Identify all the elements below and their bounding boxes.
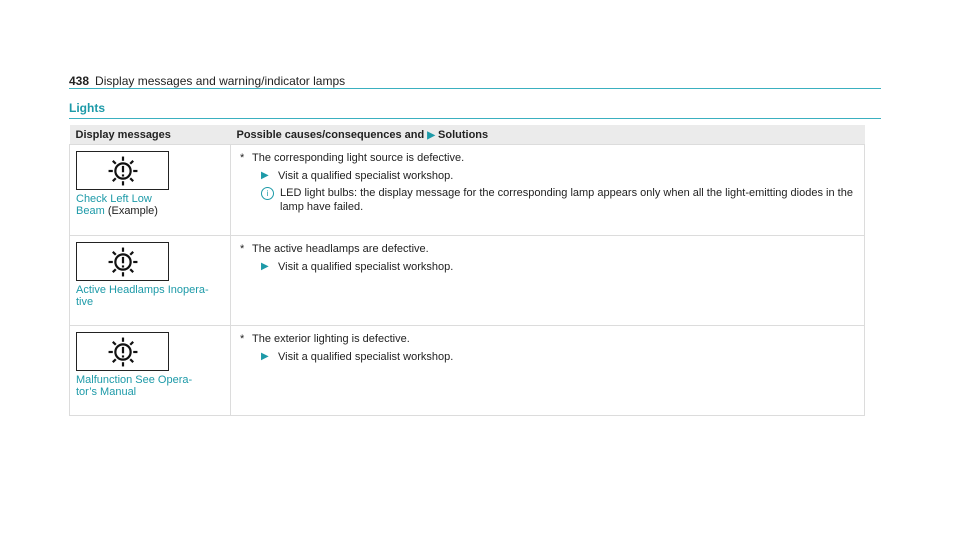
cause-mark: * [240,333,245,345]
play-arrow-icon: ▶ [427,129,435,141]
info-line [261,186,858,214]
message-line2: tor’s Manual [76,386,137,398]
cause-line [240,151,858,165]
cause-text: The corresponding light source is defective. [252,152,465,164]
play-arrow-icon: ▶ [261,351,269,362]
table-header-row [70,125,865,145]
message-line1: Active Headlamps Inopera- [76,284,209,296]
info-icon: i [261,187,274,200]
action-text: Visit a qualified specialist workshop. [278,261,454,273]
message-line1: Check Left Low [76,193,152,205]
cause-line [240,332,858,346]
causes-cell [231,145,865,236]
table-row [70,145,865,236]
section-divider [69,118,881,119]
table-row [70,236,865,326]
table-row [70,326,865,416]
action-text: Visit a qualified specialist workshop. [278,170,454,182]
column-header-causes-label: Possible causes/consequences and [236,128,425,141]
message-line1: Malfunction See Opera- [76,374,193,386]
action-line [261,169,858,183]
cause-text: The active headlamps are defective. [252,243,429,255]
exterior-light-warning-icon [76,151,169,190]
page-header [69,72,881,89]
display-message-text [76,374,224,398]
display-message-text [76,284,224,308]
page-number: 438 [69,74,90,88]
message-line2: Beam [76,205,105,217]
column-header-solutions-label: Solutions [438,128,489,141]
action-line [261,260,858,274]
column-header-causes [231,125,865,145]
message-line2: tive [76,296,94,308]
column-header-display-messages: Display messages [70,125,231,145]
exterior-light-warning-icon [76,242,169,281]
display-message-cell [70,236,231,326]
exterior-light-warning-icon [76,332,169,371]
causes-cell [231,236,865,326]
action-text: Visit a qualified specialist workshop. [278,351,454,363]
message-extra: (Example) [107,205,158,217]
cause-mark: * [240,243,245,255]
display-message-cell [70,145,231,236]
cause-line [240,242,858,256]
display-message-cell [70,326,231,416]
action-line [261,350,858,364]
section-title: Lights [69,101,105,115]
cause-text: The exterior lighting is defective. [252,333,410,345]
display-messages-table [69,125,865,416]
page-header-title: Display messages and warning/indicator lamps [95,74,346,88]
info-text: LED light bulbs: the display message for the corresponding lamp appears only when all the light-emitting diodes in the lamp have failed. [280,187,853,213]
play-arrow-icon: ▶ [261,261,269,272]
causes-cell [231,326,865,416]
play-arrow-icon: ▶ [261,170,269,181]
display-message-text [76,193,224,217]
cause-mark: * [240,152,245,164]
